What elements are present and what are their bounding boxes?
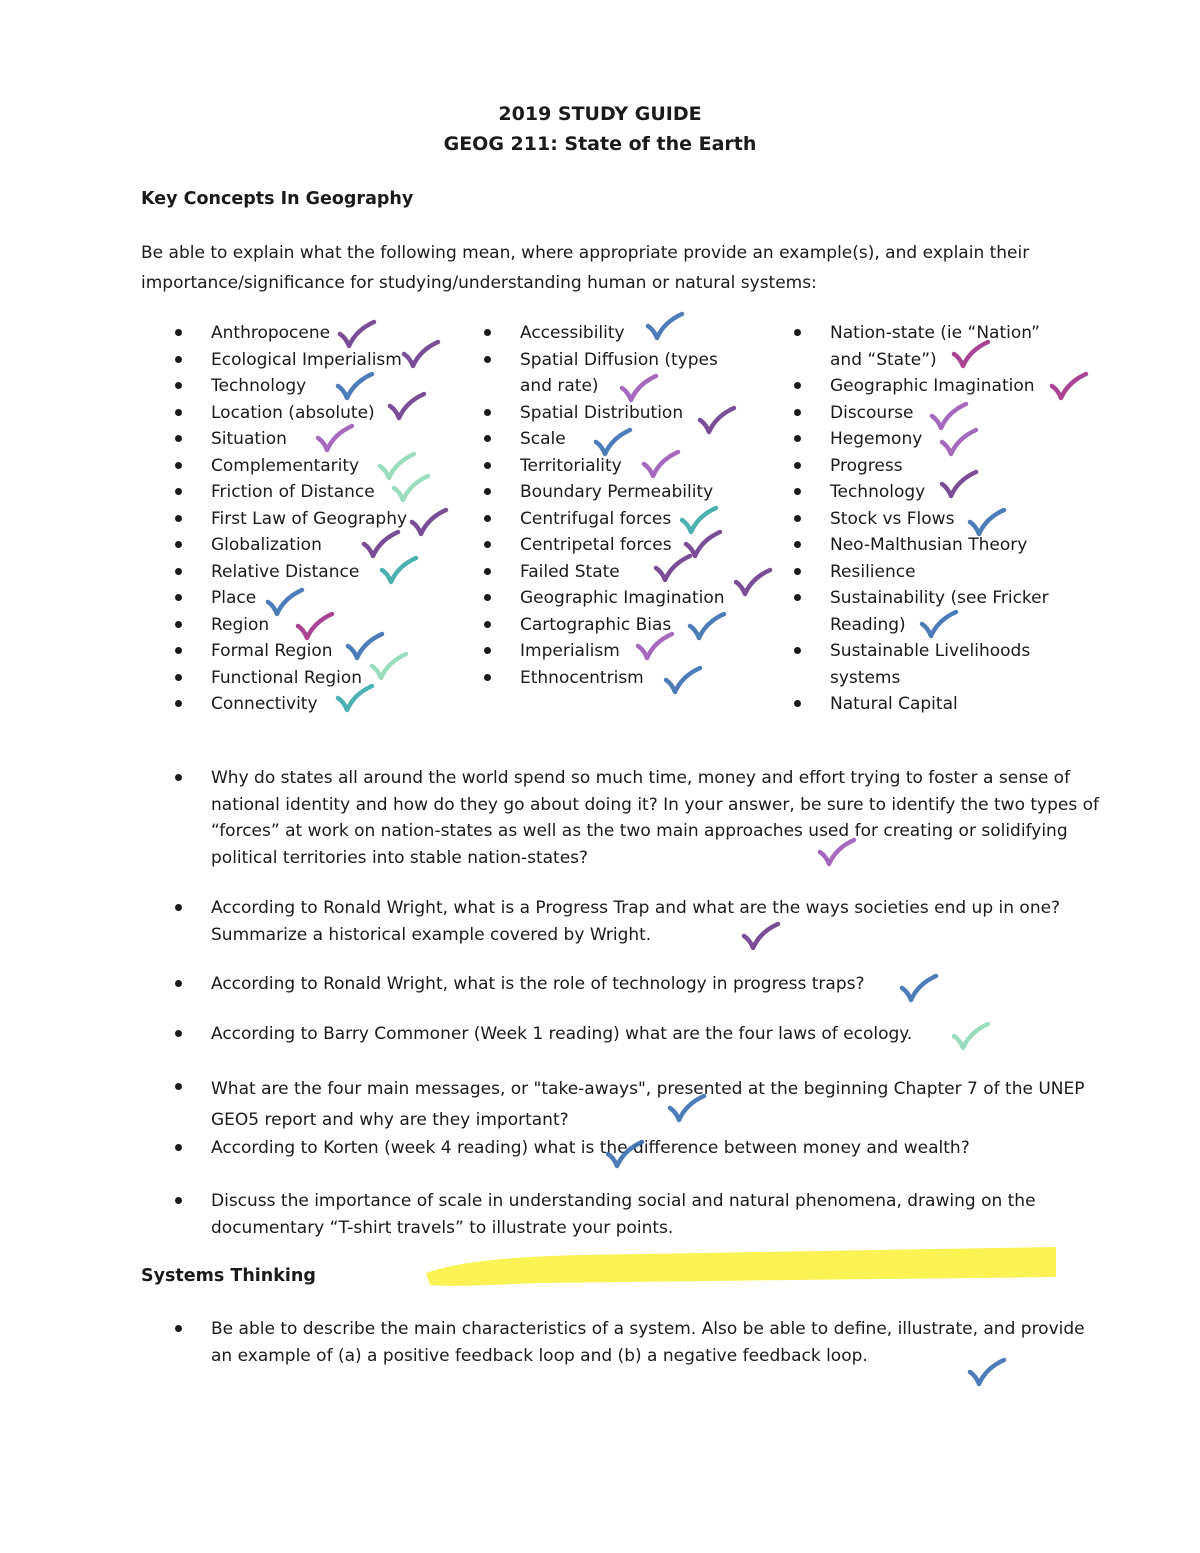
bullet-icon [484,674,491,681]
intro-line-2: importance/significance for studying/understanding human or natural systems: [141,273,817,293]
list-item: Friction of Distance [175,479,465,506]
concept-list-column-1 [175,320,465,718]
section-heading-key-concepts: Key Concepts In Geography [141,189,414,209]
bullet-icon [794,382,801,389]
bullet-icon [794,435,801,442]
question-item: Discuss the importance of scale in understanding social and natural phenomena, drawing on the documentary “T-shirt travels” to illustrate your points. [175,1188,1101,1241]
bullet-icon [484,462,491,469]
bullet-icon [175,980,182,987]
list-item: Technology [175,373,465,400]
list-item: Natural Capital [794,691,1074,718]
bullet-icon [484,488,491,495]
list-item: Situation [175,426,465,453]
bullet-icon [175,621,182,628]
question-item: According to Ronald Wright, what is the role of technology in progress traps? [175,971,1101,998]
bullet-icon [794,700,801,707]
list-item: Functional Region [175,665,465,692]
page-title: 2019 STUDY GUIDE [498,103,702,125]
question-item: Why do states all around the world spend so much time, money and effort trying to foster a sense of national identity and how do they go about doing it? In your answer, be sure to identify the two types of “forces” at work on nation-states as well as the two main approaches used for creating or solidifying political territories into stable nation-states? [175,765,1101,871]
bullet-icon [484,621,491,628]
question-item: According to Ronald Wright, what is a Progress Trap and what are the ways societies end up in one? Summarize a historical example covered by Wright. [175,895,1101,948]
list-item: Ecological Imperialism [175,347,465,374]
list-item: Spatial Distribution [484,400,754,427]
list-item: Geographic Imagination [794,373,1074,400]
list-item: Place [175,585,465,612]
list-item: Resilience [794,559,1074,586]
bullet-icon [175,904,182,911]
list-item: Progress [794,453,1074,480]
list-item: Formal Region [175,638,465,665]
bullet-icon [175,774,182,781]
list-item: Geographic Imagination [484,585,754,612]
bullet-icon [175,647,182,654]
list-item: Spatial Diffusion (types and rate) [484,347,735,400]
bullet-icon [794,515,801,522]
list-item: Nation-state (ie “Nation” and “State”) [794,320,1062,373]
bullet-icon [175,674,182,681]
bullet-icon [175,1144,182,1151]
bullet-icon [794,462,801,469]
bullet-icon [175,594,182,601]
bullet-icon [175,1083,182,1090]
list-item: Connectivity [175,691,465,718]
bullet-icon [484,541,491,548]
question-item: According to Korten (week 4 reading) what is the difference between money and wealth? [175,1135,1101,1162]
list-item: Sustainable Livelihoods systems [794,638,1060,691]
list-item: Sustainability (see Fricker Reading) [794,585,1070,638]
bullet-icon [175,382,182,389]
bullet-icon [794,488,801,495]
list-item: Territoriality [484,453,754,480]
highlighter-stroke [420,1243,1060,1287]
list-item: Scale [484,426,754,453]
bullet-icon [794,409,801,416]
bullet-icon [175,541,182,548]
intro-line-1: Be able to explain what the following mean, where appropriate provide an example(s), and explain their [141,243,1030,263]
intro-paragraph [141,238,1071,298]
bullet-icon [794,568,801,575]
list-item: Boundary Permeability [484,479,754,506]
bullet-icon [175,1325,182,1332]
bullet-icon [175,488,182,495]
list-item: First Law of Geography [175,506,465,533]
question-item: What are the four main messages, or "take-aways", presented at the beginning Chapter 7 of the UNEP GEO5 report and why are they important? [175,1074,1101,1136]
bullet-icon [175,700,182,707]
list-item: Location (absolute) [175,400,465,427]
bullet-icon [484,594,491,601]
page-subtitle: GEOG 211: State of the Earth [443,133,757,155]
list-item: Accessibility [484,320,754,347]
bullet-icon [175,356,182,363]
bullet-icon [484,329,491,336]
list-item: Discourse [794,400,1074,427]
bullet-icon [175,1030,182,1037]
bullet-icon [175,515,182,522]
bullet-icon [794,647,801,654]
bullet-icon [794,329,801,336]
list-item: Globalization [175,532,465,559]
bullet-icon [175,568,182,575]
question-item: Be able to describe the main characteristics of a system. Also be able to define, illustrate, and provide an example of (a) a positive feedback loop and (b) a negative feedback loop. [175,1316,1101,1369]
list-item: Anthropocene [175,320,465,347]
bullet-icon [794,541,801,548]
list-item: Hegemony [794,426,1074,453]
list-item: Relative Distance [175,559,465,586]
concept-list-column-2 [484,320,754,691]
bullet-icon [484,409,491,416]
list-item: Complementarity [175,453,465,480]
bullet-icon [175,462,182,469]
list-item: Centrifugal forces [484,506,754,533]
list-item: Region [175,612,465,639]
list-item: Centripetal forces [484,532,754,559]
question-item: According to Barry Commoner (Week 1 reading) what are the four laws of ecology. [175,1021,1101,1048]
section-heading-systems-thinking: Systems Thinking [141,1266,316,1286]
bullet-icon [175,435,182,442]
bullet-icon [794,594,801,601]
bullet-icon [484,356,491,363]
bullet-icon [484,515,491,522]
list-item: Cartographic Bias [484,612,754,639]
bullet-icon [484,568,491,575]
list-item: Failed State [484,559,754,586]
bullet-icon [175,1197,182,1204]
list-item: Stock vs Flows [794,506,1074,533]
bullet-icon [484,647,491,654]
list-item: Imperialism [484,638,754,665]
bullet-icon [175,329,182,336]
list-item: Neo-Malthusian Theory [794,532,1074,559]
list-item: Technology [794,479,1074,506]
bullet-icon [484,435,491,442]
bullet-icon [175,409,182,416]
list-item: Ethnocentrism [484,665,754,692]
concept-list-column-3 [794,320,1074,718]
